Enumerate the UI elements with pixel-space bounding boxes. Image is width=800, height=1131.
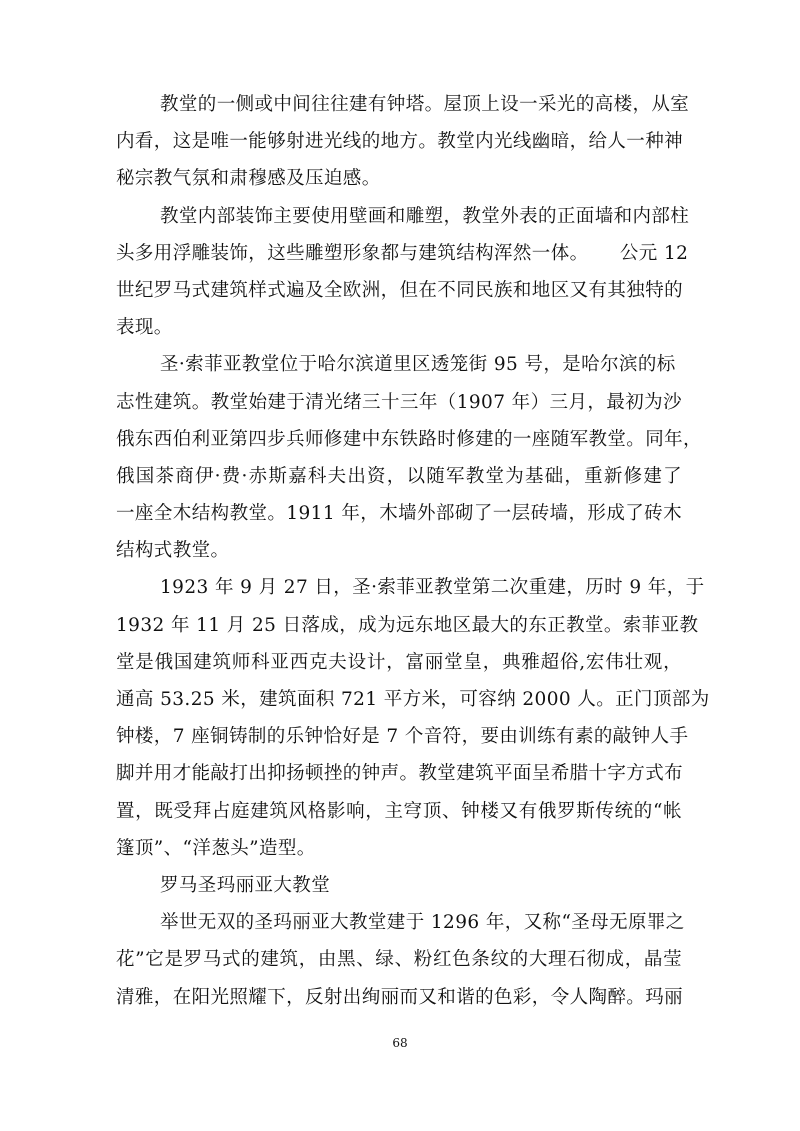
- section-heading: 罗马圣玛丽亚大教堂: [160, 874, 331, 896]
- text-line: 表现。: [116, 317, 173, 339]
- text-line: 花”它是罗马式的建筑，由黑、绿、粉红色条纹的大理石彻成，晶莹: [116, 949, 682, 971]
- text-line: 内看，这是唯一能够射进光线的地方。教堂内光线幽暗，给人一种神: [116, 131, 684, 153]
- text-line: 世纪罗马式建筑样式遍及全欧洲，但在不同民族和地区又有其独特的: [116, 279, 684, 301]
- page-number: 68: [392, 1036, 408, 1050]
- text-line: 一座全木结构教堂。1911 年，木墙外部砌了一层砖墙，形成了砖木: [116, 503, 682, 525]
- text-line: 志性建筑。教堂始建于清光绪三十三年（1907 年）三月，最初为沙: [116, 391, 682, 413]
- text-line: 置，既受拜占庭建筑风格影响，主穹顶、钟楼又有俄罗斯传统的“帐: [116, 800, 682, 822]
- text-line: 教堂的一侧或中间往往建有钟塔。屋顶上设一采光的高楼，从室: [160, 94, 690, 115]
- text-line: 清雅，在阳光照耀下，反射出绚丽而又和谐的色彩，令人陶醉。玛丽: [116, 986, 684, 1008]
- text-line: 1932 年 11 月 25 日落成，成为远东地区最大的东正教堂。索菲亚教: [116, 614, 699, 636]
- text-line: 1923 年 9 月 27 日，圣·索菲亚教堂第二次重建，历时 9 年，于: [160, 577, 705, 599]
- text-line: 头多用浮雕装饰，这些雕塑形象都与建筑结构浑然一体。 公元 12: [116, 242, 689, 264]
- text-line: 举世无双的圣玛丽亚大教堂建于 1296 年，又称“圣母无原罪之: [160, 912, 685, 934]
- text-line: 钟楼，7 座铜铸制的乐钟恰好是 7 个音符，要由训练有素的敲钟人手: [116, 726, 689, 748]
- text-line: 秘宗教气氛和肃穆感及压迫感。: [116, 168, 381, 190]
- text-line: 结构式教堂。: [116, 540, 230, 562]
- text-line: 篷顶”、“洋葱头”造型。: [116, 837, 316, 859]
- page-body: [116, 86, 710, 1016]
- text-line: 俄国茶商伊·费·赤斯嘉科夫出资，以随军教堂为基础，重新修建了: [116, 465, 682, 487]
- text-line: 通高 53.25 米，建筑面积 721 平方米，可容纳 2000 人。正门顶部为: [116, 689, 710, 710]
- text-line: 教堂内部装饰主要使用壁画和雕塑，教堂外表的正面墙和内部柱: [160, 205, 690, 227]
- text-line: 脚并用才能敲打出抑扬顿挫的钟声。教堂建筑平面呈希腊十字方式布: [116, 763, 684, 785]
- text-line: 圣·索菲亚教堂位于哈尔滨道里区透笼街 95 号，是哈尔滨的标: [160, 354, 676, 376]
- text-line: 俄东西伯利亚第四步兵师修建中东铁路时修建的一座随军教堂。同年，: [116, 428, 702, 450]
- text-line: 堂是俄国建筑师科亚西克夫设计，富丽堂皇，典雅超俗,宏伟壮观，: [116, 651, 682, 673]
